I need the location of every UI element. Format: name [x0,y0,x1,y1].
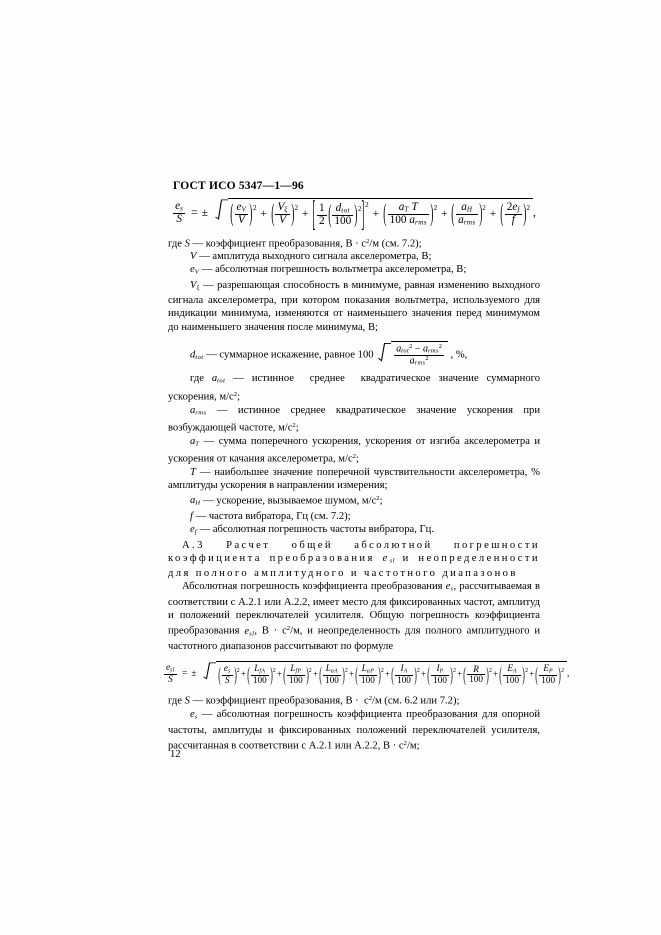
definition-aH: $a_H$ — ускорение, вызываемое шумом, $м/с^2$; [190,494,383,507]
formula-total-error-esl: $\frac{e_{sl}}{S}$ = ± ( $\frac{e_s}{S}$ )2+( $\frac{L_{fA}}{100}$ )2+( $\frac{L_{fP}}{100}$ )2+( $\frac{L_{aA}}{100}$ )2+( $\frac{L_{aP}}{100}$ )2+( $\frac{I_A}{100}$ )2+( $\frac{I_P}{100}$ )2+( $\frac{R}{100}$ )2+( $\frac{E_A}{100}$ )2+( $\frac{E_P}{100}$ )2 , [166,662,570,686]
definition-es: $e_s$ — абсолютная погрешность коэффициента преобразования для опорной частоты, амплитуды и фиксированных положений переключателей усилителя, рассчитанная в соответствии с А.2.1 или А.2.2, $В \cdot с^2/м$; [168,709,540,752]
definition-atot: где $a_{tot}$ — истинное среднее квадратическое значение суммарного ускорения, $м/с^2$; [168,373,540,403]
definition-Vxi: $V_\xi$ — разрешающая способность в минимуме, равная изменению выходного сигнала акселерометра, при котором показания вольтметра, используемого для индикации минимума, изменяются от наименьшего значения перед минимумом до наименьшего значения после минимума, В; [168,279,540,333]
standard-header: ГОСТ ИСО 5347—1—96 [173,180,304,192]
definition-S: где S — коэффициент преобразования, $В \cdot с^2/м$ (см. 7.2); [168,237,422,250]
page-content [166,180,570,752]
formula-total-distortion-dtot: $d_{tot}$ — суммарное искажение, равное 100 $\frac{a_{tot}^2 - a_{rms}^2}{a_{rms}^2}$ , %, [190,342,468,367]
definition-T: T — наибольшее значение поперечной чувствительности акселерометра, % амплитуды ускорения в направлении измерения; [168,466,540,491]
definition-aT: $a_T$ — сумма поперечного ускорения, ускорения от изгиба акселерометра и ускорения от качания акселерометра, $м/с^2$; [168,435,540,465]
section-heading-a3: А.3 Расчет общей абсолютной погрешности коэффициента преобразования $e_{sl}$ и неопределенности для полного амплитудного и частотного диапазонов [168,539,540,580]
definition-S-2: где S — коэффициент преобразования, $В \cdot с^2/м$ (см. 6.2 или 7.2); [168,695,460,707]
definition-arms: $a_{rms}$ — истинное среднее квадратическое значение ускорения при возбуждающей частоте, $м/с^2$; [168,404,540,434]
definition-V: V — амплитуда выходного сигнала акселерометра, В; [190,251,432,263]
page-number: 12 [170,749,181,760]
paragraph-a3-body: Абсолютная погрешность коэффициента преобразования $e_s$, рассчитываемая в соответствии с А.2.1 или А.2.2, имеет место для фиксированных частот, амплитуд и положений переключателей усилителя. Общую погрешность коэффициента преобразования $e_{sl}$, $В \cdot с^2/м$, и неопределенность для полного амплитудного и частотного диапазонов рассчитывают по формуле [168,581,540,653]
definition-f: f — частота вибратора, Гц (см. 7.2); [190,511,351,523]
formula-overall-error-es: $\frac{e_s}{S}$ = ± ( $\frac{e_V}{V}$ )2 + ( $\frac{V_\xi}{V}$ )2 + [ $\frac{1}{2}$ ( $\frac{d_{tot}}{100}$ )2]2 + ( $\frac{a_T T}{100 a_{rms}}$ )2 + ( $\frac{a_H}{a_{rms}}$ )2 + ( $\frac{2e_f}{f}$ )2 , [175,194,536,235]
definition-ef: $e_f$ — абсолютная погрешность частоты вибратора, Гц. [190,524,434,536]
definition-eV: $e_V$ — абсолютная погрешность вольтметра акселерометра, В; [190,264,467,276]
